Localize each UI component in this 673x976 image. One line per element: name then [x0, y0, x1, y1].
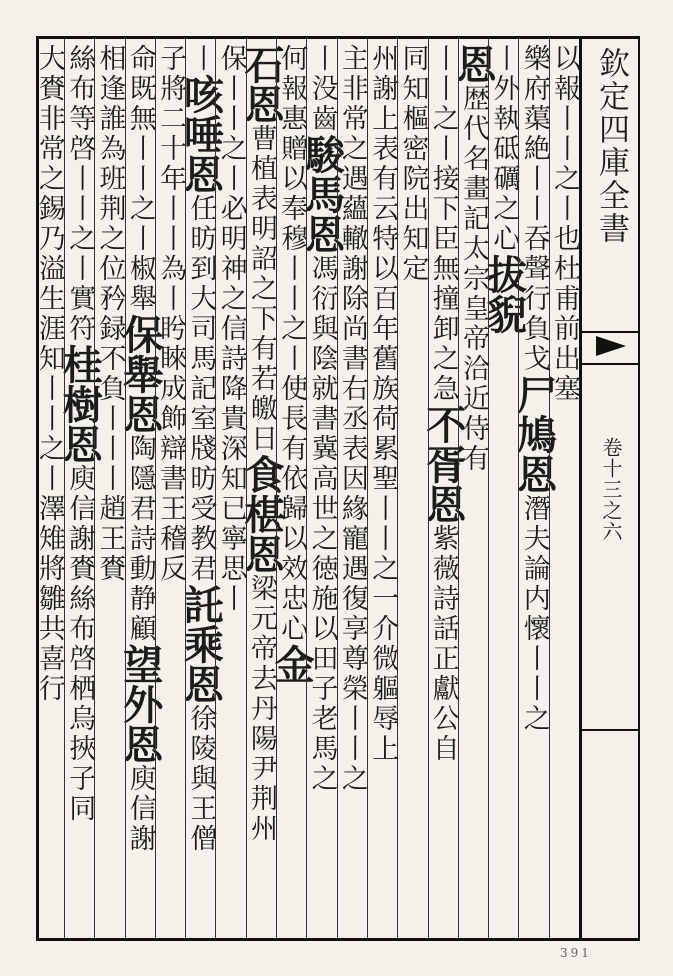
- entry-text: 矜録不負丨丨丨: [94, 284, 126, 494]
- entry-text: 丨: [185, 44, 217, 74]
- column-rule: [155, 39, 156, 938]
- entry-heading: 石恩: [237, 44, 285, 124]
- text-column: [298, 44, 346, 934]
- entry-text: 以報丨丨之丨也: [548, 44, 580, 254]
- entry-heading: 金: [268, 644, 316, 684]
- entry-text: 詩降貴深知已寧思丨: [215, 344, 247, 614]
- column-rule: [549, 39, 550, 938]
- entry-text: 大賚非常之錫乃溢生涯: [33, 44, 65, 344]
- column-rule: [125, 39, 126, 938]
- text-column: [237, 44, 285, 934]
- juan-label: 卷十三之六: [599, 437, 623, 542]
- entry-text: 潛夫論内懷丨丨之: [518, 494, 550, 734]
- entry-text: 樂府蕖絶丨丨: [518, 44, 550, 224]
- text-column: [480, 44, 528, 934]
- entry-text: 趙王賚: [94, 494, 126, 584]
- column-rule: [397, 39, 398, 938]
- text-column: [510, 44, 558, 934]
- banxin-margin: [582, 36, 640, 941]
- entry-heading: 託乘恩: [177, 584, 225, 704]
- entry-heading: 咳唾恩: [177, 74, 225, 194]
- column-rule: [488, 39, 489, 938]
- entry-text: 保丨丨之丨必明神之信: [215, 44, 247, 344]
- text-column: [419, 44, 467, 934]
- column-rule: [185, 39, 186, 938]
- lower-rule: [582, 729, 638, 731]
- entry-text: 何報: [276, 44, 308, 104]
- entry-text: 馮衍與陰就書冀高世之徳施以田子老馬之: [306, 254, 338, 794]
- entry-text: 絲布等啓丨丨之丨實符: [64, 44, 96, 344]
- entry-heading: 尸鳩恩: [510, 374, 558, 494]
- entry-text: 陶隱君詩動静顧: [124, 434, 156, 644]
- column-rule: [276, 39, 277, 938]
- entry-text: 辯書王稽反: [155, 434, 187, 584]
- entry-text: 紫薇詩話正獻公自: [427, 524, 459, 764]
- entry-heading: 桂樹恩: [56, 344, 104, 464]
- entry-heading: 恩: [450, 44, 498, 84]
- entry-text: 知丨丨之丨澤雉將雛共喜行: [33, 344, 65, 704]
- entry-text: 主非常之遇蘊轍謝除尚書右丞表因緣寵遇復享尊榮丨丨之: [336, 44, 368, 794]
- entry-heading: 食椹恩: [237, 454, 285, 574]
- entry-heading: 不胥恩: [419, 404, 467, 524]
- entry-heading: 駿馬恩: [298, 134, 346, 254]
- text-column: [56, 44, 104, 934]
- column-rule: [246, 39, 247, 938]
- page-number: 391: [560, 946, 592, 960]
- entry-heading: 拔貎: [480, 254, 528, 334]
- entry-text: 庾信謝賚絲布啓栖烏挾子同: [64, 464, 96, 824]
- column-rule: [337, 39, 338, 938]
- entry-text: 吞聲行負戈: [518, 224, 550, 374]
- text-column: [367, 44, 397, 934]
- column-rule: [64, 39, 65, 938]
- text-column: [177, 44, 225, 934]
- entry-text: 梁元帝去丹陽尹荆州: [245, 574, 277, 844]
- column-rule: [458, 39, 459, 938]
- column-rule: [306, 39, 307, 938]
- text-column: [94, 44, 124, 934]
- entry-text: 同知樞密院出知定: [397, 44, 429, 284]
- text-column: [155, 44, 185, 934]
- entry-text: 丨没齒: [306, 44, 338, 134]
- text-column: [34, 44, 64, 934]
- column-rule: [518, 39, 519, 938]
- column-rule: [367, 39, 368, 938]
- entry-text: 相逢誰為班荆之位: [94, 44, 126, 284]
- entry-text: 惠贈以奉穆丨丨之丨使長有依歸以效忠心: [276, 104, 308, 644]
- fishtail-icon: [596, 336, 626, 356]
- entry-heading: 望外恩: [116, 644, 164, 764]
- entry-text: 丨丨之丨接下臣無撞卸之急: [427, 44, 459, 404]
- column-rule: [94, 39, 95, 938]
- text-column: [397, 44, 427, 934]
- entry-text: 徐陵與王僧: [185, 704, 217, 854]
- entry-text: 丨外執砥礪之心: [488, 44, 520, 254]
- entry-text: 命既無丨丨之丨椒舉: [124, 44, 156, 314]
- column-rule: [215, 39, 216, 938]
- entry-heading: 保舉恩: [116, 314, 164, 434]
- entry-text: 杜甫前出塞: [548, 254, 580, 404]
- column-rule: [428, 39, 429, 938]
- book-title: 欽定四庫全書: [593, 47, 629, 245]
- entry-text: 庾信謝: [124, 764, 156, 854]
- entry-text: 州謝上表有云特以百年舊族荷累聖丨丨之一介微軀辱上: [367, 44, 399, 764]
- entry-text: 歴代名畫記太宗皇帝洽近侍有: [458, 84, 490, 474]
- entry-text: 子將二十年丨丨為丨盻睞成飾: [155, 44, 187, 434]
- entry-text: 曹植表明詔之下有若皦日: [245, 124, 277, 454]
- entry-text: 任昉到大司馬記室牋昉受教君: [185, 194, 217, 584]
- text-column: [116, 44, 164, 934]
